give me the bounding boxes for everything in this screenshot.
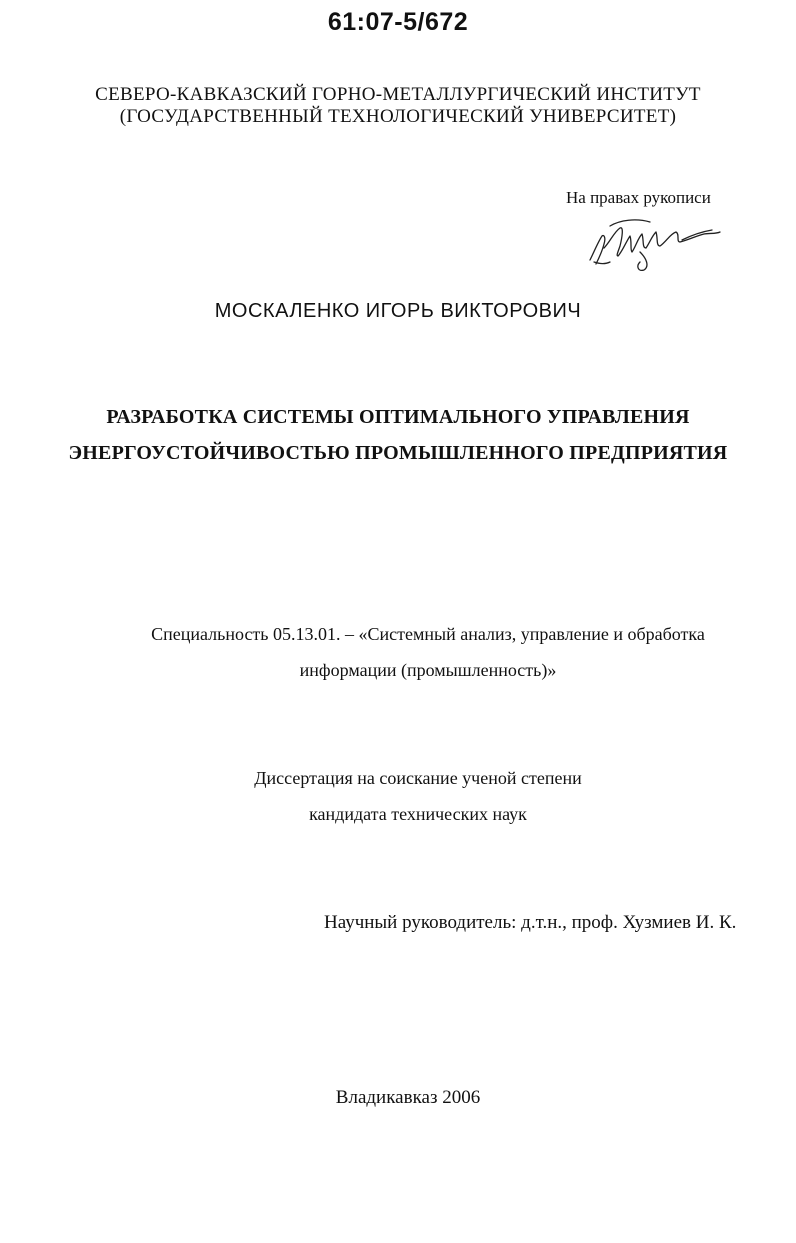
handwritten-signature (580, 212, 730, 277)
dissertation-title-line-2: ЭНЕРГОУСТОЙЧИВОСТЬЮ ПРОМЫШЛЕННОГО ПРЕДПРИЯТИЯ (68, 442, 728, 464)
institution-line-2: (ГОСУДАРСТВЕННЫЙ ТЕХНОЛОГИЧЕСКИЙ УНИВЕРСИТЕТ) (119, 106, 677, 127)
manuscript-rights-note: На правах рукописи (566, 188, 711, 207)
institution-line-1: СЕВЕРО-КАВКАЗСКИЙ ГОРНО-МЕТАЛЛУРГИЧЕСКИЙ ИНСТИТУТ (95, 84, 701, 105)
scientific-advisor: Научный руководитель: д.т.н., проф. Хузмиев И. К. (324, 912, 737, 933)
specialty-line-1: Специальность 05.13.01. – «Системный анализ, управление и обработка (151, 624, 705, 644)
specialty-line-2: информации (промышленность)» (299, 660, 557, 680)
author-name: МОСКАЛЕНКО ИГОРЬ ВИКТОРОВИЧ (214, 300, 582, 322)
registration-code: 61:07-5/672 (327, 8, 469, 36)
dissertation-title-line-1: РАЗРАБОТКА СИСТЕМЫ ОПТИМАЛЬНОГО УПРАВЛЕНИЯ (106, 406, 690, 428)
degree-line-2: кандидата технических наук (309, 804, 527, 824)
degree-line-1: Диссертация на соискание ученой степени (254, 768, 582, 788)
city-year: Владикавказ 2006 (335, 1087, 481, 1108)
